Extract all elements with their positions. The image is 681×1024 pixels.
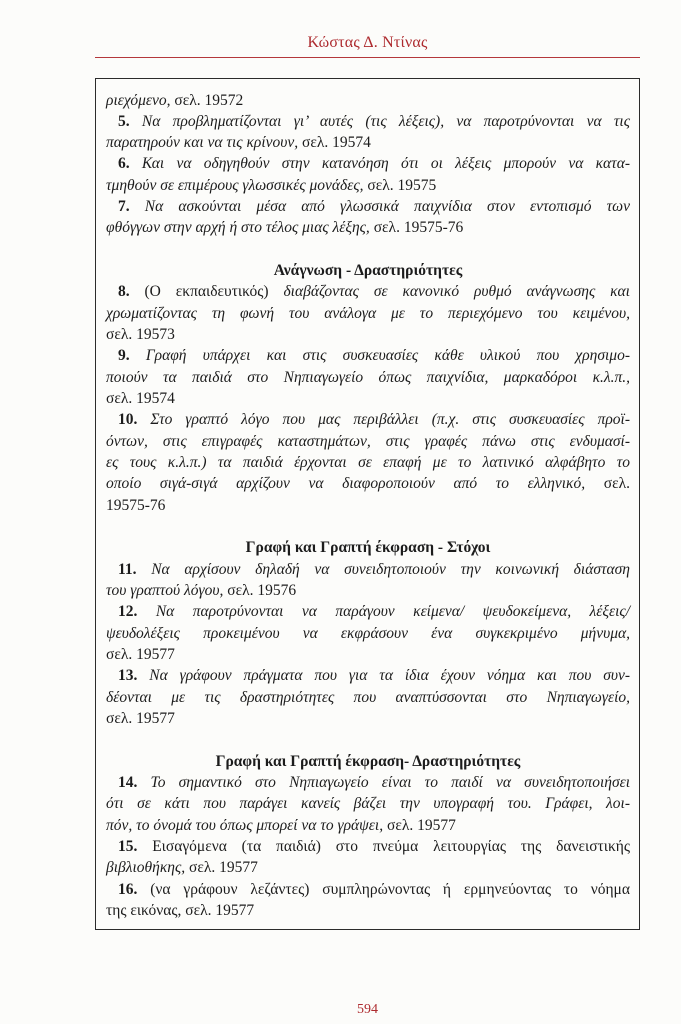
text-segment: διαβάζοντας σε κανονικό ρυθμό ανάγνωσης και [268, 283, 630, 301]
text-segment: Να παροτρύνονται να παράγουν κείμενα/ ψευδοκείμενα, λέξεις/ [155, 603, 630, 621]
text-line [106, 281, 630, 302]
text-line [106, 815, 630, 836]
text-segment: Στο γραπτό λόγο που μας περιβάλλει (π.χ. στις συσκευασίες προϊ- [150, 411, 631, 429]
text-segment: οποίο σιγά-σιγά αρχίζουν να διαφοροποιούν από το ελληνικό, [106, 475, 586, 493]
list-item [106, 196, 630, 239]
text-line [106, 303, 630, 324]
text-segment: σελ. 19572 [170, 91, 244, 109]
text-line [106, 367, 630, 388]
text-segment: δέονται με τις δραστηριότητες που αναπτύσσονται στο Νηπιαγωγείο, [106, 688, 630, 706]
item-number: 7. [118, 198, 130, 216]
text-line [106, 879, 630, 900]
text-line [106, 175, 630, 196]
text-segment: χρωματίζοντας τη φωνή του ανάλογα με το περιεχόμενο του κειμένου, [106, 304, 630, 322]
item-number: 5. [118, 112, 130, 130]
section-heading: Ανάγνωση - Δραστηριότητες [273, 262, 463, 280]
text-segment: σελ. 19573 [106, 326, 175, 344]
text-line [106, 900, 630, 921]
text-column [106, 90, 630, 922]
text-segment: πόν, το όνομά του όπως μπορεί να το γράψει, [106, 816, 384, 834]
text-line [106, 687, 630, 708]
item-number: 14. [118, 774, 138, 791]
text-segment: όντων, στις επιγραφές καταστημάτων, στις γραφές πάνω στις ενδυμασί- [106, 432, 630, 450]
text-segment: βιβλιοθήκης, [106, 859, 186, 877]
list-item [106, 772, 630, 836]
text-segment: Να αρχίσουν δηλαδή να συνειδητοποιούν την κοινωνική διάσταση [151, 560, 630, 578]
item-number: 9. [118, 347, 130, 365]
text-line [106, 196, 630, 217]
list-item [106, 111, 630, 154]
content-frame [95, 78, 640, 930]
text-line [106, 708, 630, 729]
text-segment: ψευδολέξεις προκειμένου να εκφράσουν ένα συγκεκριμένο μήνυμα, [106, 624, 630, 642]
item-number: 10. [118, 411, 138, 429]
page-number: 594 [357, 1002, 378, 1017]
text-segment: ποιούν τα παιδιά στο Νηπιαγωγείο όπως παιχνίδια, μαρκαδόροι κ.λ.π., [106, 368, 630, 386]
item-number: 13. [118, 667, 138, 685]
text-segment: ότι σε κάτι που παράγει κανείς βάζει την υπογραφή του. Γράφει, λοι- [106, 795, 630, 813]
text-segment: ριεχόμενο, [106, 91, 171, 109]
item-number: 8. [118, 283, 130, 301]
text-segment: της εικόνας, σελ. 19577 [106, 901, 255, 919]
text-segment: σελ. [585, 475, 630, 493]
text-segment: Γραφή υπάρχει και στις συσκευασίες κάθε υλικού που χρησιμο- [145, 347, 630, 365]
text-segment: Και να οδηγηθούν στην κατανόηση ότι οι λέξεις μπορούν να κατα- [141, 155, 631, 173]
text-line [106, 623, 630, 644]
text-line [106, 857, 630, 878]
text-line [106, 580, 630, 601]
list-item [106, 345, 630, 409]
list-item [106, 153, 630, 196]
text-segment: σελ. 19574 [298, 134, 371, 152]
text-segment: ες τους κ.λ.π.) τα παιδιά έρχονται σε επαφή με το λατινικό αλφάβητο το [106, 454, 630, 472]
text-segment: (να γράφουν λεζάντες) συμπληρώνοντας ή ερμηνεύοντας το νόημα [150, 880, 630, 898]
text-line [106, 132, 630, 153]
text-line [106, 495, 630, 516]
text-segment: Να ασκούνται μέσα από γλωσσικά παιχνίδια στον εντοπισμό των [144, 198, 631, 216]
text-segment: Να γράφουν πράγματα που για τα ίδια έχουν νόημα και που συν- [149, 667, 631, 685]
text-line [106, 431, 630, 452]
section-heading: Γραφή και Γραπτή έκφραση- Δραστηριότητες [215, 752, 521, 770]
text-line [106, 644, 630, 665]
text-segment: σελ. 19576 [223, 582, 297, 600]
text-segment: σελ. 19577 [106, 710, 175, 728]
text-line [106, 153, 630, 174]
item-number: 6. [118, 155, 130, 173]
text-segment: σελ. 19575-76 [369, 219, 464, 237]
text-segment: τμηθούν σε επιμέρους γλωσσικές μονάδες, [106, 176, 364, 194]
text-segment: του γραπτού λόγου, [106, 582, 224, 600]
text-segment: Το σημαντικό στο Νηπιαγωγείο είναι το παιδί να συνειδητοποιήσει [150, 774, 630, 791]
item-number: 12. [118, 603, 138, 621]
text-line [106, 473, 630, 494]
running-title: Κώστας Δ. Ντίνας [307, 34, 428, 51]
list-item [106, 665, 630, 729]
text-line [106, 665, 630, 686]
list-item [106, 409, 630, 516]
text-line [106, 111, 630, 132]
text-line [106, 836, 630, 857]
item-number: 11. [118, 560, 137, 578]
text-segment: Να προβληματίζονται γι’ αυτές (τις λέξεις), να παροτρύνονται να τις [141, 112, 630, 130]
continued-paragraph [106, 90, 630, 111]
text-line [106, 324, 630, 345]
text-line [106, 452, 630, 473]
text-line [106, 601, 630, 622]
text-line [106, 388, 630, 409]
list-item [106, 601, 630, 665]
text-line [106, 559, 630, 580]
text-segment: σελ. 19577 [185, 859, 258, 877]
text-segment: σελ. 19575 [363, 176, 437, 194]
item-number: 16. [118, 880, 138, 898]
list-item [106, 879, 630, 922]
section-heading: Γραφή και Γραπτή έκφραση - Στόχοι [245, 539, 491, 557]
text-line [106, 772, 630, 793]
header-rule [95, 57, 640, 58]
text-line [106, 793, 630, 814]
text-line [106, 409, 630, 430]
text-segment: σελ. 19577 [106, 646, 175, 664]
text-line [106, 217, 630, 238]
item-number: 15. [118, 837, 138, 855]
list-item [106, 281, 630, 345]
text-segment: (Ο εκπαιδευτικός) [144, 283, 269, 301]
list-item [106, 559, 630, 602]
text-line [106, 345, 630, 366]
text-segment: Εισαγόμενα (τα παιδιά) στο πνεύμα λειτουργίας της δανειστικής [152, 837, 630, 855]
text-line [106, 90, 630, 111]
list-item [106, 836, 630, 879]
text-segment: 19575-76 [106, 496, 166, 514]
text-segment: παρατηρούν και να τις κρίνουν, [106, 134, 299, 152]
text-segment: φθόγγων στην αρχή ή στο τέλος μιας λέξης, [106, 219, 370, 237]
text-segment: σελ. 19574 [106, 390, 175, 408]
text-segment: σελ. 19577 [383, 816, 456, 834]
